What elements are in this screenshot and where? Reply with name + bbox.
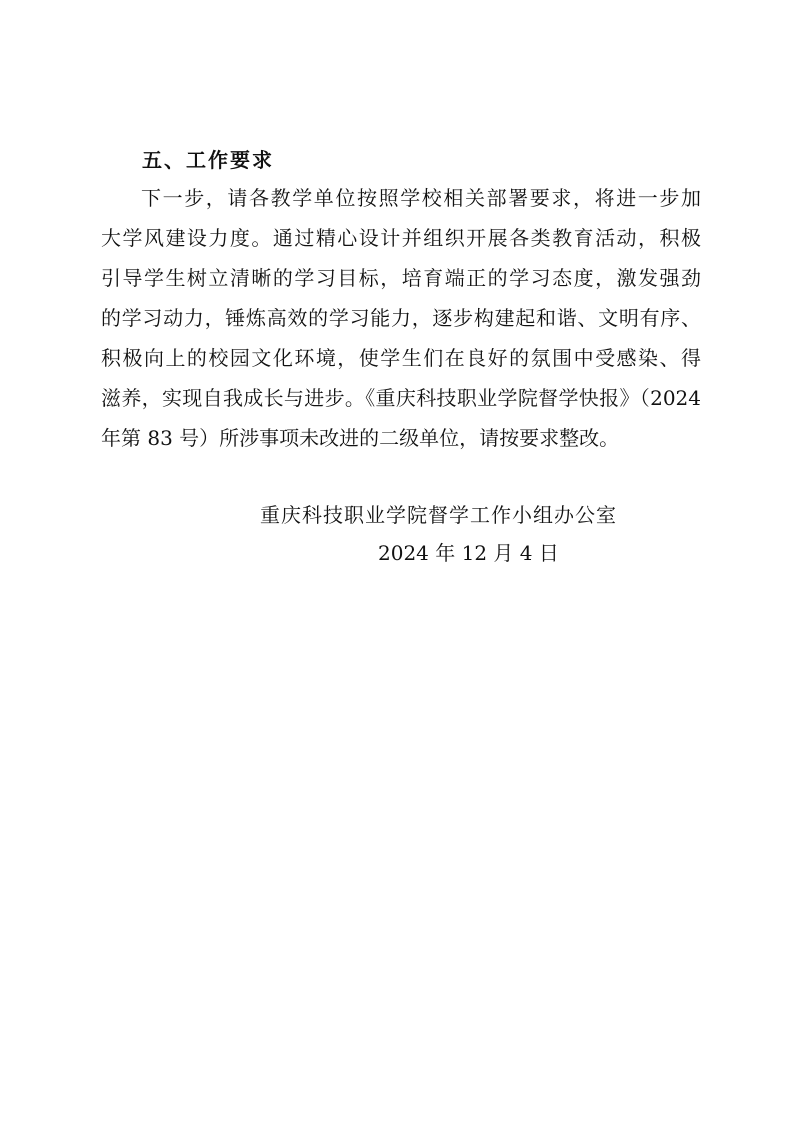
paragraph-line: 大学风建设力度。通过精心设计并组织开展各类教育活动，积极 [101,226,701,250]
paragraph-line: 下一步，请各教学单位按照学校相关部署要求，将进一步加 [141,186,701,210]
paragraph-line: 滋养，实现自我成长与进步。《重庆科技职业学院督学快报》（2024 [101,386,701,410]
paragraph-line: 年第 83 号）所涉事项未改进的二级单位，请按要求整改。 [101,426,620,450]
paragraph-line: 引导学生树立清晰的学习目标，培育端正的学习态度，激发强劲 [101,266,701,290]
issue-date: 2024 年 12 月 4 日 [378,541,559,565]
body-paragraph [101,178,701,458]
paragraph-line: 的学习动力，锤炼高效的学习能力，逐步构建起和谐、文明有序、 [101,306,701,330]
section-heading: 五、工作要求 [142,148,274,172]
issuer-signature: 重庆科技职业学院督学工作小组办公室 [260,503,617,527]
paragraph-line: 积极向上的校园文化环境，使学生们在良好的氛围中受感染、得 [101,346,701,370]
